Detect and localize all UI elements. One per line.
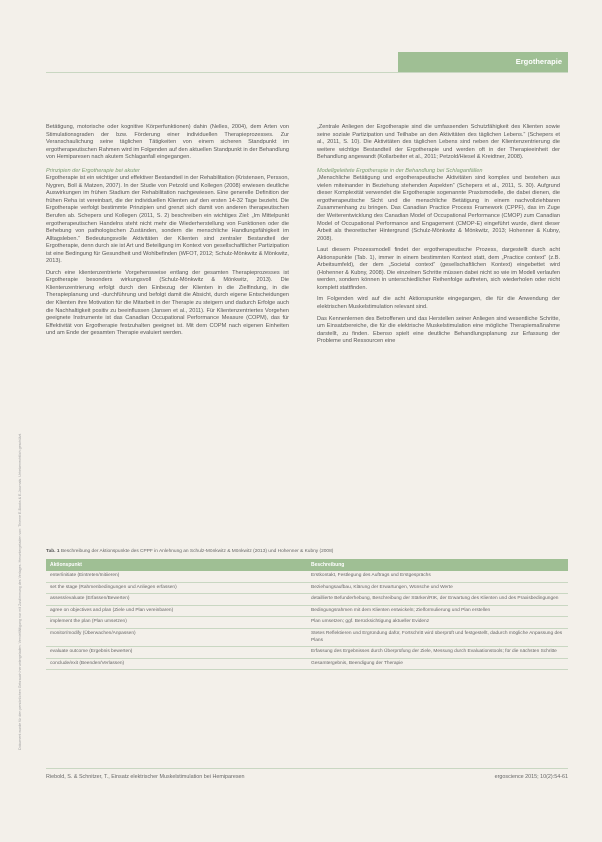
table-row [46,605,568,617]
table-cell: agree on objectives and plan (Ziele und Plan vereinbaren) [46,605,307,617]
paragraph: „Zentrale Anliegen der Ergotherapie sind die umfassenden Schutzfähigkeit des Klienten sowie seine soziale Partizipation und Teilhabe an den Aktivitäten des täglichen Lebens.“ (Schepers et al., 2011, S. 10). Die Aktivitäten des täglichen Lebens sind neben der Klientenzentrierung die weitere wichtige Bestandteil der Ergotherapie und werden oft in der Therapieeinheit der Behandlung angewandt (Kollarbeiter et al., 2011; Petzold/Hiesel & Kreidtner, 2008). [317,124,560,161]
left-column [46,124,289,520]
cppf-table [46,559,568,670]
table-cell: Plan umsetzen; ggf. Berücksichtigung aktueller Evidenz [307,617,568,629]
paragraph: Ergotherapie ist ein wichtiger und effektiver Bestandteil in der Rehabilitation (Kristensen, Persson, Nygren, Boll & Matzen, 2007). In der Studie von Petzold und Kollegen (2008) erwiesen deutliche Auswirkungen im frühen Stadium der Rehabilitation nachgewiesen. Eine generelle Definition der frühen Reha ist vereinbart, die der individuellen Klienten auf den ersten 14-32 Tage bezieht. Die Ergotherapie verfolgt bestimmte Prinzipien und grenzt sich damit von anderen therapeutischen Berufen ab. Schepers und Kollegen (2011, S. 2) beschreiben ein wichtiges Ziel: „Im Mittelpunkt ergotherapeutischen Handelns steht nicht mehr die Wiederherstellung von Funktionen oder die Behebung von pathologischen Zuständen, sondern die menschliche Handlungsfähigkeit im Alltagsleben.“ Bedeutungsvolle Aktivitäten der Klienten sind zentraler Bestandteil der Ergotherapie, denn durch sie ist Art und Beteiligung im Kontext von gesellschaftlicher Partizipation ist eine Bedingung für Gesundheit und Wohlbefinden (WFOT, 2012; Schulz-Mönkwitz & Mönkwitz, 2013). [46,175,289,265]
table-row [46,582,568,594]
table-cell: enter/initiate (Eintreten/Initiieren) [46,571,307,582]
paragraph: Das Kennenlernen des Betroffenen und das Herstellen seiner Anliegen sind wesentliche Schritte, um Einsatzbereiche, die für die elektrische Muskelstimulation eine mögliche Therapiemaßnahme darstellt, zu finden. Ebenso spielt eine deutliche Behandlungsplanung zur Erfassung der Probleme und Ressourcen eine [317,315,560,345]
table-cell: set the stage (Rahmenbedingungen und Anliegen erfassen) [46,582,307,594]
paragraph: Durch eine klientenzentrierte Vorgehensweise entlang der gesamten Therapieprozesses ist Ergotherapie besonders wirkungsvoll (Schulz-Mönkwitz & Mönkwitz, 2013). Die Klientenzentrierung erfolgt durch den Einbezug der Klienten in die Zielfindung, in die Therapieplanung und -durchführung und befolgt damit die Absicht, durch eigene Entscheidungen der Klienten ihre Motivation für die Mitarbeit in der Therapie zu steigern und dadurch Erfolge auch die Nachhaltigkeit positiv zu beeinflussen (Jansen et al., 2011). Für Klientenzentriertes Vorgehen geeignete Instrumente ist das Canadian Occupational Performance Measure (COPM), das für Effektivität von Ergotherapie festzuhalten geeignet ist. Mit dem COPM nach eigenen Einheiten und am Ende der gesamten Therapie evaluiert werden. [46,269,289,337]
footer-citation: Riebold, S. & Schnitzer, T., Einsatz elektrischer Muskelstimulation bei Hemiparesen [46,774,245,780]
table-cell: Gesamtergebnis, Beendigung der Therapie [307,658,568,670]
table-header-row [46,559,568,571]
subheading: Prinzipien der Ergotherapie bei akuter [46,167,140,174]
header-rule [46,72,568,73]
paragraph: „Menschliche Betätigung und ergotherapeutische Aktivitäten sind komplex und bestehen aus vielen miteinander in Beziehung stehenden Aspekten“ (Schepers et al., 2011, S. 30). Aufgrund dieser Komplexität verwendet die Ergotherapie sogenannte Praxismodelle, die dabei dienen, die ergotherapeutische Sicht und die menschliche Betätigung in einem nachvollziehbaren Zusammenhang zu bringen. Das Canadian Practice Process Framework (CPPF), das im Zuge der Weiterentwicklung des Canadian Model of Occupational Performance (CMOP) zum Canadian Model of Occupational Performance and Engagement (CMOP-E) eingeführt wurde, dient dieser Arbeit als theoretischer Hintergrund (Schulz-Mönkwitz & Mönkwitz, 2013; Hohenner & Kubny, 2008). [317,175,560,242]
footer-journal: ergoscience 2015; 10(2):54-61 [494,774,568,780]
table-cell: Bedingungsrahmen mit dem Klienten entwickeln; Zielformulierung und Plan erstellen [307,605,568,617]
right-column [317,124,560,524]
paragraph: Laut diesem Prozessmodell findet der ergotherapeutische Prozess, dargestellt durch acht Aktionspunkte (Tab. 1), immer in einem bestimmten Kontext statt, dem „Practice context“ (z.B. Arbeitsumfeld), der dem „Societal context“ (gesellschaftlichen Kontext) eingebettet wird (Hohenner & Kubny, 2008). Die einzelnen Schritte müssen dabei nicht so wie im Modell verlaufen werden, sondern können in unterschiedlicher Reihenfolge auftreten, sich wiederholen oder nicht komplett stattfinden. [317,247,560,291]
table-cell: conclude/exit (Beenden/Verlassen) [46,658,307,670]
side-copyright-note [18,110,32,750]
table-cell: monitor/modify (Überwachen/Anpassen) [46,628,307,646]
table-row [46,658,568,670]
table-cell: Beziehungsaufbau, Klärung der Erwartungen, Wünsche und Werte [307,582,568,594]
table-cell: evaluate outcome (Ergebnis bewerten) [46,647,307,659]
table-row [46,647,568,659]
table-row [46,571,568,582]
paragraph: Im Folgenden wird auf die acht Aktionspunkte eingegangen, die für die Anwendung der elektrischen Muskelstimulation relevant sind. [317,296,560,311]
table-caption [46,548,568,555]
table-cell: assess/evaluate (Erfassen/Bewerten) [46,594,307,606]
subheading: Modellgeleitete Ergotherapie in der Behandlung bei Schlaganfällen [317,167,483,174]
footer-rule [46,768,568,769]
table-header-cell: Aktionspunkt [46,559,307,571]
table-header-cell: Beschreibung [307,559,568,571]
table-row [46,617,568,629]
table-row [46,628,568,646]
table-cell: implement the plan (Plan umsetzen) [46,617,307,629]
table-cell: Erfassung des Ergebnisses durch Überprüfung der Ziele, Messung durch Evaluationstools; für die nächsten Schritte [307,647,568,659]
table-cell: detaillierte Befunderhebung, Beschreibung der Stärken/RIK, der Erwartung des Klienten und des Praxisbedingungen [307,594,568,606]
cppf-table-section [46,548,568,670]
table-caption-text: Beschreibung der Aktionspunkte des CPPF in Anlehnung an Schulz-Mönkwitz & Mönkwitz (2013) und Hohenner & Kubny (2008) [60,549,334,554]
paragraph: Betätigung, motorische oder kognitive Körperfunktionen) dahin (Nelles, 2004), dem Arten von Stimulationsgraden der bzw. Förderung einer individuellen Therapieprozesses. Zur Veranschaulichung seine täglichen Tätigkeiten von einem sicheren Standpunkt im ergotherapeutischen Rahmen wird im Folgenden auf den aktuellen Standpunkt in der Behandlung von Hemiparesen nach akutem Schlaganfall eingegangen. [46,124,289,161]
table-row [46,594,568,606]
table-caption-label: Tab. 1 [46,549,60,554]
side-copyright-text: Dokument wurde für den persönlichen Gebrauch heruntergeladen. Vervielfältigung nur mit Zustimmung des Verlages. Heruntergeladen von: Thieme E-Books & E-Journals. Urheberrechtlich geschützt. [18,433,22,750]
table-cell: Stetes Reflektieren und Ergründung dafür, Fortschritt wird überprüft und festgestellt, dadurch mögliche Anpassung des Plans [307,628,568,646]
section-title: Ergotherapie [515,57,562,66]
table-cell: Erstkontakt, Festlegung des Auftrags und Erstgesprächs [307,571,568,582]
